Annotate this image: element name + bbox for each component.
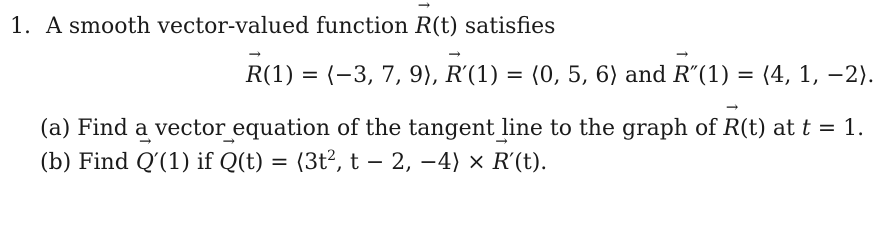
vector-r-at-1: → R	[246, 62, 263, 90]
r-prime-argument: ′(t).	[509, 150, 548, 175]
intro-end-text: satisfies	[464, 14, 556, 39]
given-conditions	[246, 62, 874, 90]
part-a-condition: = 1.	[817, 116, 865, 141]
intro-argument: (t)	[431, 14, 458, 39]
part-a	[40, 115, 864, 143]
exponent: 2	[327, 148, 337, 164]
vector-q-definition: → Q	[219, 149, 237, 177]
part-a-text: Find a vector equation of the tangent line to the graph of	[77, 116, 717, 141]
problem-number: 1.	[10, 14, 31, 39]
vector-r: → R	[415, 13, 432, 41]
vector-r-prime: → R	[493, 149, 510, 177]
vector-r-double-prime: → R	[673, 62, 690, 90]
part-a-label: (a)	[40, 116, 71, 141]
part-a-argument: (t)	[739, 116, 766, 141]
vector-r: → R	[723, 115, 740, 143]
part-b	[40, 149, 547, 177]
q-prime-argument: ′(1)	[153, 150, 191, 175]
q-definition-rest: , t − 2, −4⟩ ×	[336, 150, 486, 175]
part-a-at: at	[772, 116, 795, 141]
vector-r-prime: → R	[446, 62, 463, 90]
part-a-variable: t	[801, 116, 811, 141]
part-b-if: if	[197, 150, 213, 175]
q-definition-start: (t) = ⟨3t	[237, 150, 328, 175]
r-at-1-value: (1) = ⟨−3, 7, 9⟩,	[262, 63, 439, 88]
intro-text: A smooth vector-valued function	[46, 14, 409, 39]
r-prime-at-1-value: ′(1) = ⟨0, 5, 6⟩	[462, 63, 619, 88]
part-b-find: Find	[78, 150, 129, 175]
part-b-label: (b)	[40, 150, 72, 175]
connector-text: and	[625, 63, 667, 88]
vector-q: → Q	[136, 149, 154, 177]
problem-statement	[10, 13, 555, 41]
r-double-prime-at-1-value: ″(1) = ⟨4, 1, −2⟩.	[689, 63, 874, 88]
